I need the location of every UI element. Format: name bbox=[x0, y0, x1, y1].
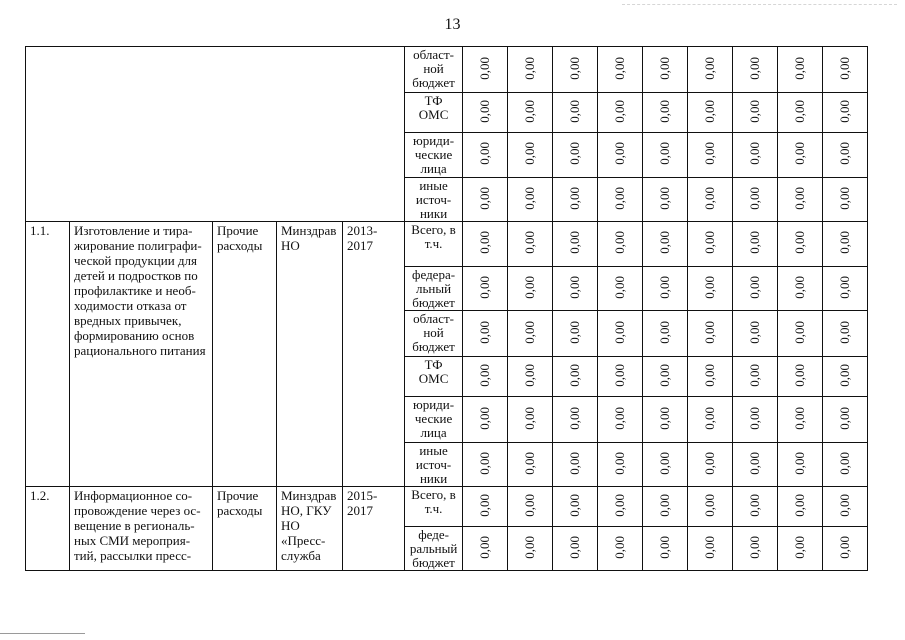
expense-type-cell bbox=[213, 487, 277, 571]
amount-cell bbox=[733, 527, 778, 571]
amount-cell bbox=[643, 222, 688, 267]
amount-value: 0,00 bbox=[747, 275, 763, 299]
amount-cell bbox=[733, 178, 778, 222]
amount-value: 0,00 bbox=[657, 142, 673, 165]
amount-cell bbox=[553, 527, 598, 571]
amount-cell bbox=[598, 133, 643, 178]
amount-value: 0,00 bbox=[837, 56, 853, 80]
amount-cell bbox=[643, 397, 688, 443]
funding-source-cell bbox=[405, 47, 463, 93]
amount-value: 0,00 bbox=[477, 142, 493, 165]
amount-cell bbox=[553, 487, 598, 527]
amount-cell bbox=[643, 47, 688, 93]
amount-cell bbox=[823, 178, 868, 222]
amount-value: 0,00 bbox=[792, 320, 808, 344]
funding-source-label: федера- льный бюджет bbox=[412, 267, 456, 310]
item-number-cell bbox=[26, 222, 70, 487]
funding-source-label: ТФ ОМС bbox=[418, 93, 449, 122]
amount-cell bbox=[688, 222, 733, 267]
amount-cell bbox=[733, 267, 778, 311]
item-number: 1.1. bbox=[30, 223, 50, 238]
amount-cell bbox=[598, 487, 643, 527]
continuation-merged-cell bbox=[26, 47, 405, 222]
amount-cell bbox=[508, 487, 553, 527]
amount-cell bbox=[778, 222, 823, 267]
amount-value: 0,00 bbox=[837, 275, 853, 299]
amount-cell bbox=[823, 267, 868, 311]
amount-cell bbox=[643, 311, 688, 357]
amount-value: 0,00 bbox=[657, 493, 673, 517]
amount-cell bbox=[553, 47, 598, 93]
amount-cell bbox=[508, 267, 553, 311]
amount-cell bbox=[688, 267, 733, 311]
funding-source-cell bbox=[405, 178, 463, 222]
amount-cell bbox=[643, 267, 688, 311]
amount-cell bbox=[463, 47, 508, 93]
amount-cell bbox=[688, 397, 733, 443]
item-description: Информационное со- провождение через ос- вещение в региональ- ных СМИ мероприя- тий, рассылки пресс- bbox=[74, 488, 201, 563]
amount-cell bbox=[508, 527, 553, 571]
responsible-executor-cell bbox=[277, 487, 343, 571]
amount-cell bbox=[688, 443, 733, 487]
amount-value: 0,00 bbox=[837, 99, 853, 123]
amount-value: 0,00 bbox=[747, 451, 763, 475]
amount-value: 0,00 bbox=[702, 56, 718, 80]
amount-cell bbox=[823, 133, 868, 178]
funding-source-label: феде- ральный бюджет bbox=[409, 527, 458, 570]
funding-source-cell bbox=[405, 133, 463, 178]
amount-cell bbox=[508, 443, 553, 487]
amount-value: 0,00 bbox=[612, 535, 628, 559]
amount-value: 0,00 bbox=[612, 493, 628, 517]
amount-cell bbox=[643, 178, 688, 222]
amount-cell bbox=[733, 357, 778, 397]
amount-value: 0,00 bbox=[567, 451, 583, 475]
amount-cell bbox=[553, 133, 598, 178]
responsible-executor: Минздрав НО bbox=[281, 223, 337, 253]
amount-cell bbox=[553, 357, 598, 397]
amount-value: 0,00 bbox=[702, 363, 718, 387]
funding-source-label: област- ной бюджет bbox=[412, 311, 455, 354]
amount-value: 0,00 bbox=[477, 186, 493, 210]
item-description-cell bbox=[70, 222, 213, 487]
amount-cell bbox=[598, 357, 643, 397]
funding-source-label: Всего, в т.ч. bbox=[411, 222, 456, 251]
amount-value: 0,00 bbox=[477, 493, 493, 517]
amount-cell bbox=[508, 397, 553, 443]
amount-value: 0,00 bbox=[837, 231, 853, 254]
funding-source-cell bbox=[405, 527, 463, 571]
funding-source-cell bbox=[405, 487, 463, 527]
amount-cell bbox=[463, 178, 508, 222]
amount-value: 0,00 bbox=[792, 363, 808, 387]
amount-value: 0,00 bbox=[792, 56, 808, 80]
amount-cell bbox=[823, 443, 868, 487]
amount-value: 0,00 bbox=[477, 363, 493, 387]
item-number: 1.2. bbox=[30, 488, 50, 503]
amount-cell bbox=[463, 443, 508, 487]
amount-value: 0,00 bbox=[522, 275, 538, 299]
amount-value: 0,00 bbox=[612, 231, 628, 254]
responsible-executor-cell bbox=[277, 222, 343, 487]
amount-cell bbox=[688, 357, 733, 397]
amount-value: 0,00 bbox=[477, 231, 493, 254]
amount-cell bbox=[553, 93, 598, 133]
amount-cell bbox=[688, 133, 733, 178]
amount-cell bbox=[598, 443, 643, 487]
implementation-period: 2015- 2017 bbox=[347, 488, 378, 518]
amount-value: 0,00 bbox=[747, 493, 763, 517]
amount-cell bbox=[688, 178, 733, 222]
amount-value: 0,00 bbox=[747, 142, 763, 165]
amount-value: 0,00 bbox=[477, 56, 493, 80]
funding-source-cell bbox=[405, 357, 463, 397]
amount-value: 0,00 bbox=[702, 320, 718, 344]
amount-value: 0,00 bbox=[702, 186, 718, 210]
amount-value: 0,00 bbox=[657, 320, 673, 344]
amount-value: 0,00 bbox=[522, 142, 538, 165]
amount-cell bbox=[598, 222, 643, 267]
amount-cell bbox=[643, 443, 688, 487]
funding-source-cell bbox=[405, 397, 463, 443]
responsible-executor: Минздрав НО, ГКУ НО «Пресс- служба bbox=[281, 488, 337, 563]
amount-value: 0,00 bbox=[612, 406, 628, 430]
amount-value: 0,00 bbox=[702, 99, 718, 123]
amount-value: 0,00 bbox=[567, 231, 583, 254]
amount-value: 0,00 bbox=[837, 451, 853, 475]
amount-value: 0,00 bbox=[702, 142, 718, 165]
amount-value: 0,00 bbox=[612, 186, 628, 210]
amount-value: 0,00 bbox=[747, 363, 763, 387]
amount-cell bbox=[733, 47, 778, 93]
amount-value: 0,00 bbox=[702, 231, 718, 254]
amount-cell bbox=[733, 311, 778, 357]
amount-cell bbox=[643, 357, 688, 397]
amount-value: 0,00 bbox=[702, 493, 718, 517]
amount-value: 0,00 bbox=[567, 56, 583, 80]
amount-value: 0,00 bbox=[657, 535, 673, 559]
amount-value: 0,00 bbox=[792, 406, 808, 430]
amount-value: 0,00 bbox=[657, 99, 673, 123]
amount-value: 0,00 bbox=[612, 142, 628, 165]
amount-value: 0,00 bbox=[567, 406, 583, 430]
amount-cell bbox=[463, 487, 508, 527]
amount-cell bbox=[733, 133, 778, 178]
funding-source-cell bbox=[405, 222, 463, 267]
amount-cell bbox=[688, 47, 733, 93]
amount-value: 0,00 bbox=[657, 363, 673, 387]
amount-value: 0,00 bbox=[747, 56, 763, 80]
amount-value: 0,00 bbox=[522, 231, 538, 254]
amount-cell bbox=[823, 527, 868, 571]
amount-value: 0,00 bbox=[747, 406, 763, 430]
expense-type: Прочие расходы bbox=[217, 488, 263, 518]
amount-value: 0,00 bbox=[837, 406, 853, 430]
amount-cell bbox=[508, 133, 553, 178]
amount-cell bbox=[733, 443, 778, 487]
amount-value: 0,00 bbox=[657, 451, 673, 475]
amount-value: 0,00 bbox=[837, 493, 853, 517]
amount-value: 0,00 bbox=[837, 535, 853, 559]
amount-value: 0,00 bbox=[702, 275, 718, 299]
funding-source-label: иные источ- ники bbox=[415, 443, 452, 486]
funding-source-label: Всего, в т.ч. bbox=[411, 487, 456, 516]
expense-type-cell bbox=[213, 222, 277, 487]
amount-cell bbox=[643, 93, 688, 133]
amount-cell bbox=[463, 311, 508, 357]
amount-value: 0,00 bbox=[747, 99, 763, 123]
amount-cell bbox=[823, 357, 868, 397]
amount-value: 0,00 bbox=[792, 99, 808, 123]
amount-cell bbox=[823, 93, 868, 133]
scan-artifact-top bbox=[622, 4, 897, 5]
amount-cell bbox=[778, 357, 823, 397]
amount-cell bbox=[463, 133, 508, 178]
amount-value: 0,00 bbox=[792, 186, 808, 210]
amount-cell bbox=[508, 311, 553, 357]
amount-cell bbox=[733, 487, 778, 527]
amount-cell bbox=[823, 47, 868, 93]
amount-value: 0,00 bbox=[567, 142, 583, 165]
amount-cell bbox=[823, 222, 868, 267]
amount-cell bbox=[598, 527, 643, 571]
amount-cell bbox=[598, 397, 643, 443]
funding-source-label: иные источ- ники bbox=[415, 178, 452, 221]
amount-value: 0,00 bbox=[567, 186, 583, 210]
amount-cell bbox=[553, 397, 598, 443]
amount-cell bbox=[733, 397, 778, 443]
amount-cell bbox=[508, 357, 553, 397]
amount-cell bbox=[778, 397, 823, 443]
amount-value: 0,00 bbox=[792, 451, 808, 475]
amount-cell bbox=[733, 222, 778, 267]
amount-value: 0,00 bbox=[522, 56, 538, 80]
amount-value: 0,00 bbox=[702, 535, 718, 559]
amount-value: 0,00 bbox=[837, 142, 853, 165]
amount-cell bbox=[463, 357, 508, 397]
amount-cell bbox=[463, 527, 508, 571]
amount-value: 0,00 bbox=[522, 186, 538, 210]
amount-value: 0,00 bbox=[792, 142, 808, 165]
amount-value: 0,00 bbox=[792, 231, 808, 254]
amount-value: 0,00 bbox=[567, 99, 583, 123]
amount-value: 0,00 bbox=[612, 99, 628, 123]
amount-value: 0,00 bbox=[612, 451, 628, 475]
amount-value: 0,00 bbox=[477, 275, 493, 299]
amount-value: 0,00 bbox=[747, 231, 763, 254]
funding-source-cell bbox=[405, 443, 463, 487]
amount-cell bbox=[688, 311, 733, 357]
amount-value: 0,00 bbox=[702, 451, 718, 475]
funding-source-cell bbox=[405, 93, 463, 133]
amount-value: 0,00 bbox=[522, 535, 538, 559]
amount-cell bbox=[598, 178, 643, 222]
item-description-cell bbox=[70, 487, 213, 571]
amount-cell bbox=[463, 93, 508, 133]
amount-value: 0,00 bbox=[657, 186, 673, 210]
amount-value: 0,00 bbox=[747, 186, 763, 210]
amount-value: 0,00 bbox=[657, 275, 673, 299]
amount-cell bbox=[778, 47, 823, 93]
amount-value: 0,00 bbox=[522, 320, 538, 344]
amount-cell bbox=[553, 222, 598, 267]
amount-cell bbox=[508, 47, 553, 93]
amount-cell bbox=[823, 311, 868, 357]
amount-cell bbox=[463, 267, 508, 311]
page-number: 13 bbox=[444, 16, 461, 33]
amount-value: 0,00 bbox=[522, 451, 538, 475]
amount-value: 0,00 bbox=[522, 406, 538, 430]
amount-cell bbox=[823, 487, 868, 527]
amount-value: 0,00 bbox=[612, 56, 628, 80]
amount-cell bbox=[688, 487, 733, 527]
amount-value: 0,00 bbox=[567, 320, 583, 344]
item-description: Изготовление и тира- жирование полиграфи- ческой продукции для детей и подростков по профилактике и необ- ходимости отказа от вредных привычек, формированию основ рационального питания bbox=[74, 223, 206, 358]
amount-cell bbox=[553, 443, 598, 487]
amount-value: 0,00 bbox=[837, 186, 853, 210]
amount-value: 0,00 bbox=[657, 231, 673, 254]
amount-value: 0,00 bbox=[747, 320, 763, 344]
amount-cell bbox=[823, 397, 868, 443]
amount-value: 0,00 bbox=[612, 275, 628, 299]
funding-source-cell bbox=[405, 267, 463, 311]
amount-value: 0,00 bbox=[567, 493, 583, 517]
amount-value: 0,00 bbox=[657, 406, 673, 430]
amount-value: 0,00 bbox=[792, 493, 808, 517]
expense-type: Прочие расходы bbox=[217, 223, 263, 253]
amount-value: 0,00 bbox=[702, 406, 718, 430]
amount-value: 0,00 bbox=[522, 99, 538, 123]
amount-cell bbox=[463, 222, 508, 267]
funding-source-label: ТФ ОМС bbox=[418, 357, 449, 386]
amount-cell bbox=[688, 527, 733, 571]
amount-cell bbox=[778, 527, 823, 571]
amount-cell bbox=[643, 487, 688, 527]
amount-cell bbox=[508, 222, 553, 267]
amount-value: 0,00 bbox=[522, 363, 538, 387]
table-row bbox=[26, 487, 868, 527]
amount-cell bbox=[598, 311, 643, 357]
amount-cell bbox=[778, 133, 823, 178]
implementation-period-cell bbox=[343, 487, 405, 571]
amount-value: 0,00 bbox=[477, 406, 493, 430]
amount-cell bbox=[553, 178, 598, 222]
amount-cell bbox=[508, 93, 553, 133]
amount-cell bbox=[733, 93, 778, 133]
amount-value: 0,00 bbox=[477, 451, 493, 475]
amount-value: 0,00 bbox=[477, 99, 493, 123]
amount-cell bbox=[508, 178, 553, 222]
funding-source-cell bbox=[405, 311, 463, 357]
table-row bbox=[26, 222, 868, 267]
funding-source-label: юриди- ческие лица bbox=[413, 397, 455, 440]
implementation-period: 2013- 2017 bbox=[347, 223, 378, 253]
amount-cell bbox=[643, 133, 688, 178]
budget-table bbox=[25, 46, 868, 571]
amount-value: 0,00 bbox=[567, 275, 583, 299]
table-row bbox=[26, 47, 868, 93]
amount-cell bbox=[643, 527, 688, 571]
amount-cell bbox=[778, 267, 823, 311]
amount-value: 0,00 bbox=[612, 320, 628, 344]
scan-artifact-bottom bbox=[0, 633, 85, 634]
amount-cell bbox=[778, 311, 823, 357]
amount-cell bbox=[778, 443, 823, 487]
amount-cell bbox=[778, 178, 823, 222]
amount-value: 0,00 bbox=[792, 535, 808, 559]
amount-cell bbox=[778, 487, 823, 527]
amount-value: 0,00 bbox=[612, 363, 628, 387]
amount-cell bbox=[598, 93, 643, 133]
amount-value: 0,00 bbox=[567, 535, 583, 559]
amount-value: 0,00 bbox=[837, 320, 853, 344]
amount-value: 0,00 bbox=[567, 363, 583, 387]
amount-cell bbox=[688, 93, 733, 133]
amount-value: 0,00 bbox=[837, 363, 853, 387]
item-number-cell bbox=[26, 487, 70, 571]
amount-value: 0,00 bbox=[477, 320, 493, 344]
amount-cell bbox=[463, 397, 508, 443]
amount-cell bbox=[598, 267, 643, 311]
funding-source-label: област- ной бюджет bbox=[412, 47, 455, 90]
amount-value: 0,00 bbox=[657, 56, 673, 80]
amount-value: 0,00 bbox=[792, 275, 808, 299]
amount-value: 0,00 bbox=[477, 535, 493, 559]
funding-source-label: юриди- ческие лица bbox=[413, 133, 455, 176]
amount-cell bbox=[553, 267, 598, 311]
amount-cell bbox=[598, 47, 643, 93]
amount-value: 0,00 bbox=[747, 535, 763, 559]
amount-cell bbox=[778, 93, 823, 133]
implementation-period-cell bbox=[343, 222, 405, 487]
amount-value: 0,00 bbox=[522, 493, 538, 517]
amount-cell bbox=[553, 311, 598, 357]
